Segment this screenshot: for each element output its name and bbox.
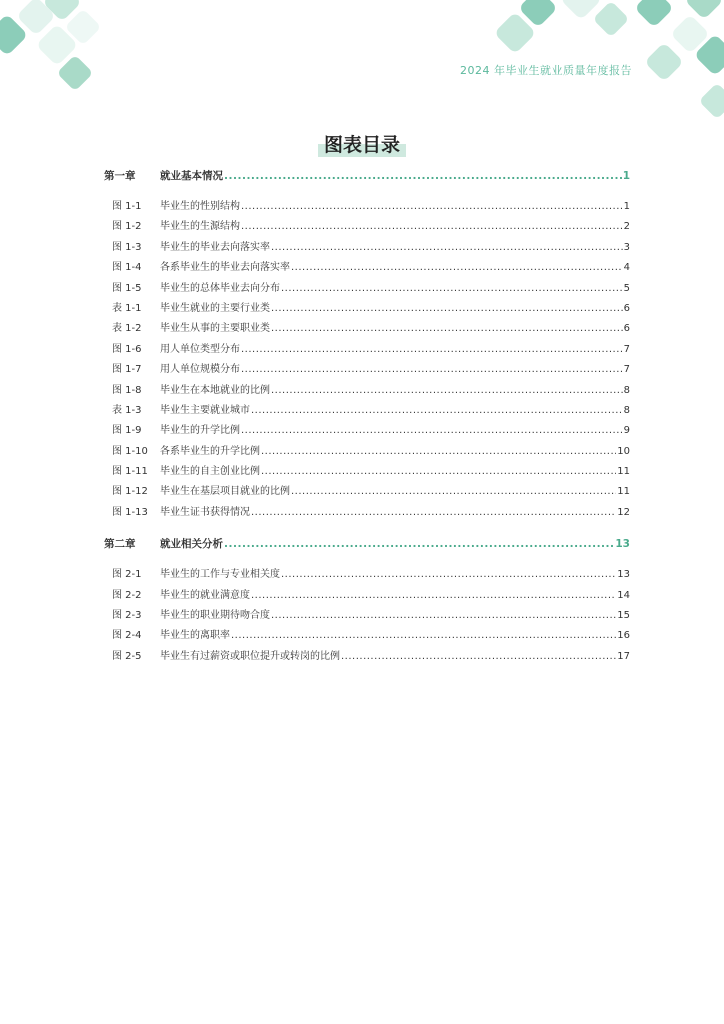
page-title-wrapper: [0, 128, 724, 157]
item-page-number: 11: [617, 466, 630, 478]
item-title: 毕业生在本地就业的比例: [160, 384, 270, 396]
toc-item-fig-2-2[interactable]: [104, 586, 630, 606]
item-number: 图 2-5: [112, 650, 142, 662]
toc-item-table-1-1[interactable]: [104, 299, 630, 319]
item-number: 图 1-6: [112, 343, 142, 355]
dot-leader: [261, 462, 616, 482]
dot-leader: [251, 401, 623, 421]
item-number: 图 1-10: [112, 445, 148, 457]
dot-leader: [251, 503, 616, 523]
item-number: 表 1-2: [112, 323, 142, 335]
item-page-number: 9: [623, 425, 630, 437]
item-number: 表 1-3: [112, 404, 142, 416]
dot-leader: [291, 482, 616, 502]
toc-item-fig-1-8[interactable]: [104, 381, 630, 401]
item-page-number: 10: [617, 445, 630, 457]
item-title: 各系毕业生的升学比例: [160, 445, 260, 457]
toc-chapter-2[interactable]: [104, 532, 630, 556]
chapter-page-number: 1: [622, 170, 630, 182]
item-title: 毕业生的性别结构: [160, 201, 240, 212]
item-page-number: 8: [623, 404, 630, 416]
item-page-number: 11: [617, 486, 630, 498]
item-number: 图 1-8: [112, 384, 142, 396]
dot-leader: [341, 647, 616, 667]
dot-leader: [261, 442, 616, 462]
item-page-number: 3: [623, 241, 630, 253]
dot-leader: [241, 421, 623, 441]
dot-leader: [271, 238, 623, 258]
item-number: 图 1-7: [112, 364, 142, 376]
item-title: 毕业生的总体毕业去向分布: [160, 282, 280, 294]
item-page-number: 6: [623, 323, 630, 335]
item-number: 图 1-5: [112, 282, 142, 294]
item-title: 毕业生的职业期待吻合度: [160, 610, 270, 622]
chapter-page-number: 13: [615, 538, 630, 551]
toc-item-fig-2-3[interactable]: [104, 606, 630, 626]
toc-item-fig-1-11[interactable]: [104, 462, 630, 482]
toc-item-fig-2-5[interactable]: [104, 647, 630, 667]
toc-item-table-1-3[interactable]: [104, 401, 630, 421]
toc-item-fig-1-12[interactable]: [104, 482, 630, 502]
item-title: 毕业生的自主创业比例: [160, 466, 260, 478]
toc-item-fig-1-3[interactable]: [104, 238, 630, 258]
item-number: 图 1-3: [112, 241, 142, 253]
item-number: 表 1-1: [112, 302, 142, 314]
dot-leader: [241, 360, 623, 380]
item-title: 毕业生证书获得情况: [160, 506, 250, 518]
item-title: 毕业生就业的主要行业类: [160, 302, 270, 314]
chapter-title: 就业相关分析: [160, 538, 223, 551]
chapter-number: 第二章: [104, 538, 136, 551]
chapter-title: 就业基本情况: [160, 170, 223, 182]
item-title: 各系毕业生的毕业去向落实率: [160, 262, 290, 274]
toc-item-fig-1-6[interactable]: [104, 340, 630, 360]
tiles-right: [494, 0, 724, 119]
item-number: 图 1-4: [112, 262, 142, 274]
report-header-title: 2024 年毕业生就业质量年度报告: [460, 64, 632, 77]
dot-leader: [271, 381, 623, 401]
item-number: 图 1-9: [112, 425, 142, 437]
item-title: 毕业生的就业满意度: [160, 589, 250, 601]
toc-item-fig-1-10[interactable]: [104, 442, 630, 462]
tiles-left: [0, 0, 101, 91]
item-number: 图 1-11: [112, 466, 148, 478]
dot-leader: [281, 279, 623, 299]
item-title: 毕业生有过薪资或职位提升或转岗的比例: [160, 650, 340, 662]
toc-item-fig-1-4[interactable]: [104, 258, 630, 278]
item-number: 图 2-2: [112, 589, 142, 601]
toc-item-fig-1-9[interactable]: [104, 421, 630, 441]
item-title: 毕业生主要就业城市: [160, 404, 250, 416]
toc-item-fig-1-2[interactable]: [104, 217, 630, 237]
item-title: 用人单位规模分布: [160, 364, 240, 376]
toc-item-fig-1-7[interactable]: [104, 360, 630, 380]
item-title: 毕业生从事的主要职业类: [160, 323, 270, 335]
dot-leader: [224, 164, 622, 188]
item-number: 图 1-1: [112, 201, 142, 212]
dot-leader: [231, 626, 616, 646]
item-page-number: 17: [617, 650, 630, 662]
item-number: 图 2-3: [112, 610, 142, 622]
dot-leader: [271, 299, 623, 319]
toc-item-fig-2-4[interactable]: [104, 626, 630, 646]
item-page-number: 8: [623, 384, 630, 396]
item-page-number: 14: [617, 589, 630, 601]
item-number: 图 2-4: [112, 630, 142, 642]
item-page-number: 15: [617, 610, 630, 622]
item-title: 毕业生的离职率: [160, 630, 230, 642]
dot-leader: [251, 586, 616, 606]
toc-item-fig-2-1[interactable]: [104, 565, 630, 585]
item-number: 图 1-2: [112, 221, 142, 233]
item-number: 图 1-12: [112, 486, 148, 498]
dot-leader: [241, 217, 623, 237]
dot-leader: [291, 258, 623, 278]
item-page-number: 7: [623, 364, 630, 376]
item-page-number: 13: [617, 569, 630, 581]
toc-item-table-1-2[interactable]: [104, 319, 630, 339]
dot-leader: [241, 340, 623, 360]
item-page-number: 6: [623, 302, 630, 314]
item-number: 图 1-13: [112, 506, 148, 518]
chapter-number: 第一章: [104, 170, 136, 182]
dot-leader: [224, 532, 614, 556]
item-number: 图 2-1: [112, 569, 142, 581]
item-page-number: 16: [617, 630, 630, 642]
page-title: 图表目录: [318, 128, 406, 157]
item-page-number: 2: [623, 221, 630, 233]
dot-leader: [271, 606, 616, 626]
dot-leader: [241, 197, 623, 217]
toc-item-fig-1-1[interactable]: [104, 197, 630, 217]
item-title: 毕业生的毕业去向落实率: [160, 241, 270, 253]
item-page-number: 12: [617, 506, 630, 518]
dot-leader: [271, 319, 623, 339]
toc-chapter-1[interactable]: [104, 164, 630, 188]
item-title: 毕业生的生源结构: [160, 221, 240, 233]
item-title: 毕业生的升学比例: [160, 425, 240, 437]
item-page-number: 7: [623, 343, 630, 355]
dot-leader: [281, 565, 616, 585]
item-page-number: 5: [623, 282, 630, 294]
toc-item-fig-1-5[interactable]: [104, 279, 630, 299]
item-page-number: 1: [623, 201, 630, 212]
table-of-figures: [104, 164, 630, 667]
toc-item-fig-1-13[interactable]: [104, 503, 630, 523]
item-page-number: 4: [623, 262, 630, 274]
item-title: 毕业生在基层项目就业的比例: [160, 486, 290, 498]
item-title: 用人单位类型分布: [160, 343, 240, 355]
item-title: 毕业生的工作与专业相关度: [160, 569, 280, 581]
